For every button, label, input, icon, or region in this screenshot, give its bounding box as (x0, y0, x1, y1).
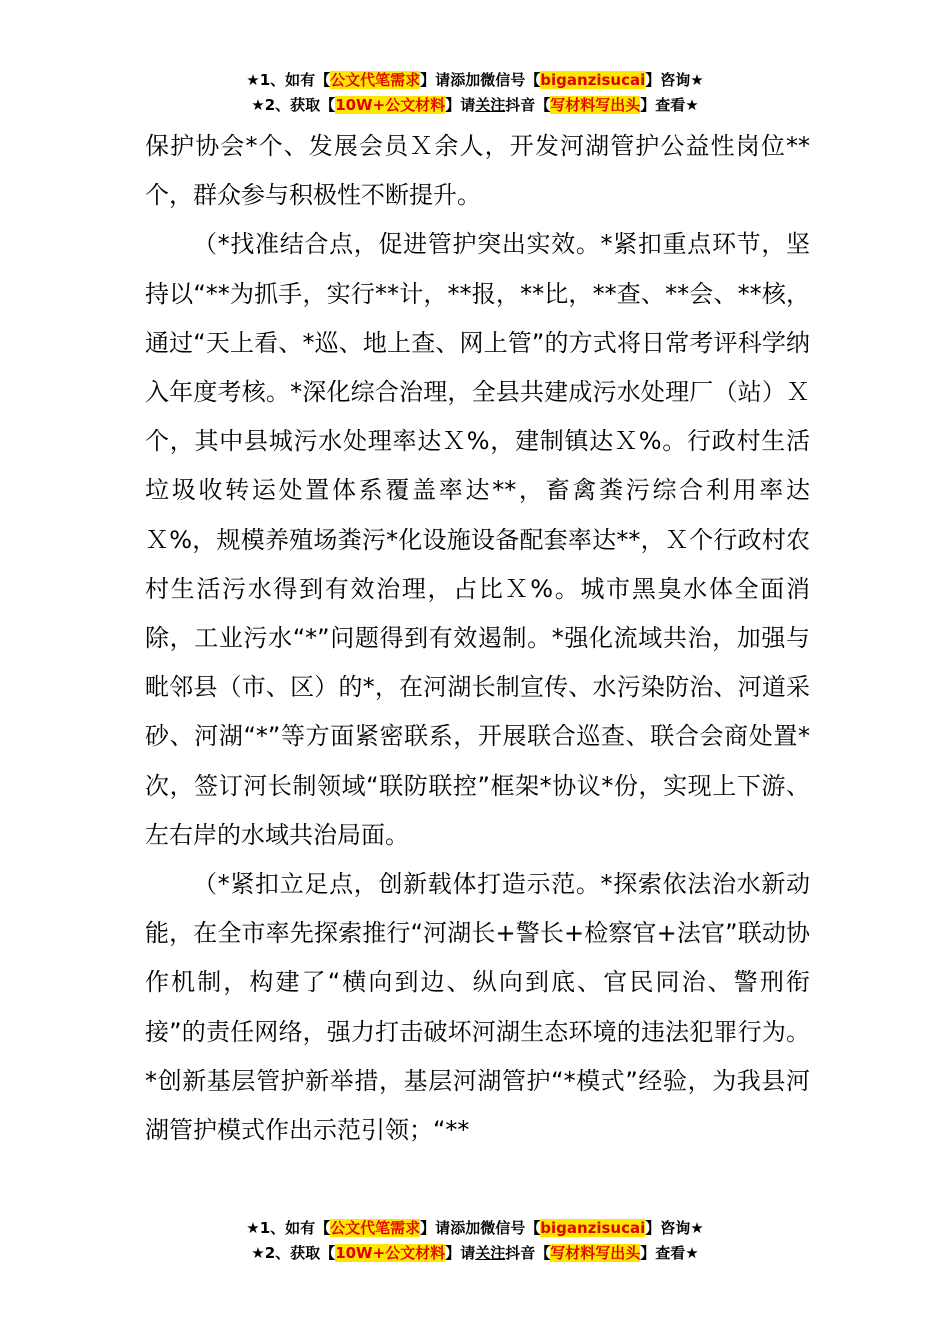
banner-text: ★2、获取【 (251, 1244, 336, 1262)
banner-emphasis: 添加 (450, 1219, 481, 1237)
banner-text: 】请 (420, 71, 451, 89)
banner-line-1 (0, 68, 950, 93)
banner-emphasis: 添加 (450, 71, 481, 89)
banner-highlight: biganzisucai (540, 1219, 646, 1237)
document-body (145, 122, 810, 1155)
header-banner (0, 68, 950, 118)
banner-text: 】查看★ (640, 96, 699, 114)
banner-text: 】查看★ (640, 1244, 699, 1262)
banner-text: 抖音【 (505, 96, 551, 114)
banner-text: 微信号【 (480, 1219, 541, 1237)
banner-text: ★2、获取【 (251, 96, 336, 114)
banner-highlight: 写材料写出头 (550, 96, 641, 114)
banner-highlight: biganzisucai (540, 71, 646, 89)
banner-text: ★1、如有【 (246, 71, 331, 89)
banner-highlight: 10W+公文材料 (335, 1244, 446, 1262)
banner-line-1 (0, 1216, 950, 1241)
banner-text: 】请 (420, 1219, 451, 1237)
paragraph-3: （*紧扣立足点，创新载体打造示范。*探索依法治水新动能，在全市率先探索推行“河湖长+警长+检察官+法官”联动协作机制，构建了“横向到边、纵向到底、官民同治、警刑衔接”的责任网络，强力打击破坏河湖生态环境的违法犯罪行为。*创新基层管护新举措，基层河湖管护“*模式”经验，为我县河湖管护模式作出示范引领；“** (145, 870, 810, 1145)
banner-line-2 (0, 93, 950, 118)
banner-highlight: 公文代笔需求 (330, 71, 421, 89)
banner-highlight: 公文代笔需求 (330, 1219, 421, 1237)
banner-emphasis: 关注 (475, 96, 506, 114)
banner-text: 】咨询★ (645, 71, 704, 89)
banner-text: 微信号【 (480, 71, 541, 89)
banner-highlight: 10W+公文材料 (335, 96, 446, 114)
banner-text: 】咨询★ (645, 1219, 704, 1237)
banner-text: 】请 (445, 1244, 476, 1262)
paragraph-2: （*找准结合点，促进管护突出实效。*紧扣重点环节，坚持以“**为抓手，实行**计，**报，**比，**查、**会、**核，通过“天上看、*巡、地上查、网上管”的方式将日常考评科学纳入年度考核。*深化综合治理，全县共建成污水处理厂（站）Ｘ个，其中县城污水处理率达Ｘ%，建制镇达Ｘ%。行政村生活垃圾收转运处置体系覆盖率达**，畜禽粪污综合利用率达Ｘ%，规模养殖场粪污*化设施设备配套率达**，Ｘ个行政村农村生活污水得到有效治理，占比Ｘ%。城市黑臭水体全面消除，工业污水“*”问题得到有效遏制。*强化流域共治，加强与毗邻县（市、区）的*，在河湖长制宣传、水污染防治、河道采砂、河湖“*”等方面紧密联系，开展联合巡查、联合会商处置*次，签订河长制领域“联防联控”框架*协议*份，实现上下游、左右岸的水域共治局面。 (145, 230, 810, 849)
paragraph-1: 保护协会*个、发展会员Ｘ余人，开发河湖管护公益性岗位**个，群众参与积极性不断提升。 (145, 132, 810, 210)
banner-text: ★1、如有【 (246, 1219, 331, 1237)
banner-text: 】请 (445, 96, 476, 114)
banner-line-2 (0, 1241, 950, 1266)
banner-emphasis: 关注 (475, 1244, 506, 1262)
banner-highlight: 写材料写出头 (550, 1244, 641, 1262)
banner-text: 抖音【 (505, 1244, 551, 1262)
footer-banner (0, 1216, 950, 1266)
